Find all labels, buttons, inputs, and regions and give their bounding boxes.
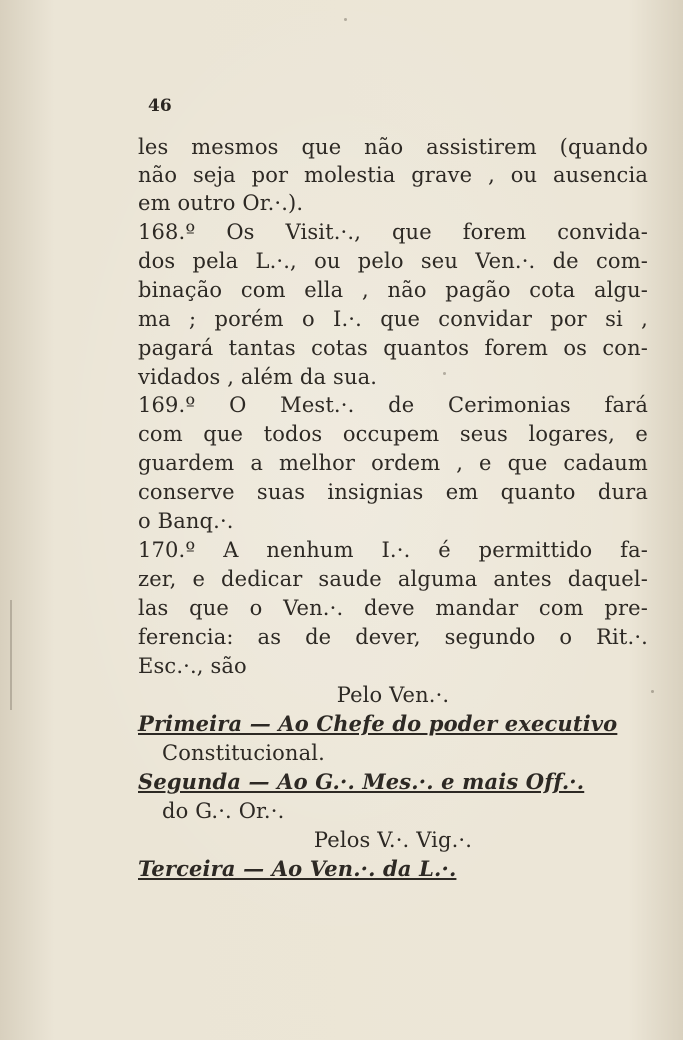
paper-speck — [344, 18, 347, 21]
text-line: Constitucional. — [162, 741, 325, 765]
text-line: Esc.·., são — [138, 654, 247, 678]
text-line: vidados , além da sua. — [138, 365, 378, 389]
toast-line-primeira: Primeira — Ao Chefe do poder executivo — [138, 711, 618, 736]
text-line: com que todos occupem seus logares, e — [138, 422, 648, 446]
text-line: las que o Ven.·. deve mandar com pre- — [138, 596, 648, 620]
text-line: conserve suas insignias em quanto dura — [138, 480, 648, 504]
text-line: 169.º O Mest.·. de Cerimonias fará — [138, 393, 648, 417]
text-line: 168.º Os Visit.·., que forem convida- — [138, 220, 648, 244]
text-line: guardem a melhor ordem , e que cadaum — [138, 451, 648, 475]
text-line: ma ; porém o I.·. que convidar por si , — [138, 307, 648, 331]
page-number: 46 — [148, 96, 172, 116]
text-line: zer, e dedicar saude alguma antes daquel- — [138, 567, 648, 591]
text-line: em outro Or.·.). — [138, 191, 304, 215]
text-line: dos pela L.·., ou pelo seu Ven.·. de com- — [138, 249, 648, 273]
text-line: do G.·. Or.·. — [162, 799, 285, 823]
toast-heading: Pelos V.·. Vig.·. — [313, 828, 473, 852]
toast-line-terceira: Terceira — Ao Ven.·. da L.·. — [138, 856, 457, 881]
page-fold-mark — [10, 600, 12, 710]
toast-heading: Pelo Ven.·. — [336, 683, 450, 707]
text-line: binação com ella , não pagão cota algu- — [138, 278, 648, 302]
text-line: ferencia: as de dever, segundo o Rit.·. — [138, 625, 648, 649]
text-line: não seja por molestia grave , ou ausencia — [138, 163, 648, 187]
toast-line-segunda: Segunda — Ao G.·. Mes.·. e mais Off.·. — [138, 769, 585, 794]
text-line: les mesmos que não assistirem (quando — [138, 135, 648, 159]
text-line: 170.º A nenhum I.·. é permittido fa- — [138, 538, 648, 562]
paper-speck — [651, 690, 654, 693]
text-line: pagará tantas cotas quantos forem os con- — [138, 336, 648, 360]
text-line: o Banq.·. — [138, 509, 234, 533]
